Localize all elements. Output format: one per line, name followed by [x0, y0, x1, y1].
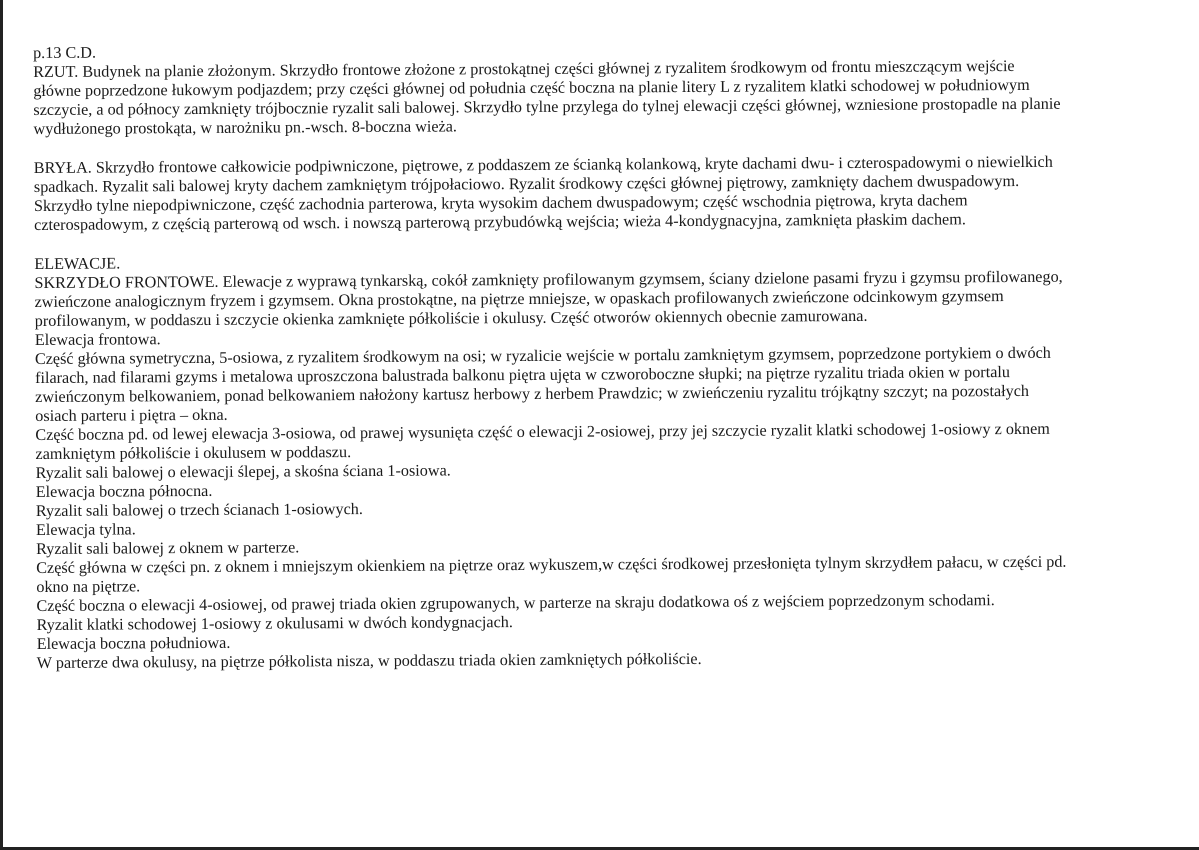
text-line: filarach, nad filarami gzyms i metalowa uproszczona balustrada balkonu piętra ujęta w czworoboczne słupki; na piętrze ryzalitu triada okien w portalu	[34, 363, 1010, 387]
text-line: Ryzalit sali balowej o trzech ścianach 1-osiowych.	[35, 499, 363, 520]
text-line: szczycie, a od północy zamknięty trójbocznie ryzalit sali balowej. Skrzydło tylne przylega do tylnej elewacji części głównej, wzniesione prostopadle na planie	[33, 94, 1061, 119]
text-line: BRYŁA. Skrzydło frontowe całkowicie podpiwniczone, piętrowe, z poddaszem ze ścianką kolankową, kryte dachami dwu- i czterospadowymi o niewielkich	[33, 152, 1053, 177]
section-elewacje	[34, 248, 1177, 673]
text-line: Ryzalit sali balowej z oknem w parterze.	[36, 538, 300, 558]
text-line: Skrzydło tylne niepodpiwniczone, część zachodnia parterowa, kryta wysokim dachem dwuspadowym; część wschodnia piętrowa, kryta dachem	[33, 191, 968, 215]
subheading: Elewacja boczna południowa.	[36, 633, 231, 653]
text-line: Ryzalit klatki schodowej 1-osiowy z okulusami w dwóch kondygnacjach.	[36, 613, 513, 634]
text-line: zamkniętym półkoliście i okulusem w poddaszu.	[35, 443, 352, 463]
subheading: Elewacja tylna.	[35, 520, 136, 539]
text-line: okno na piętrze.	[36, 577, 141, 596]
text-line: RZUT. Budynek na planie złożonym. Skrzydło frontowe złożone z prostokątnej części głównej z ryzalitem środkowym od frontu mieszczącym wejście	[33, 57, 1015, 81]
text-line: Część boczna pd. od lewej elewacja 3-osiowa, od prawej wysunięta część o elewacji 2-osiowej, przy jej szczycie ryzalit klatki schodowej 1-osiowy z oknem	[35, 419, 1050, 444]
text-line: Część boczna o elewacji 4-osiowej, od prawej triada okien zgrupowanych, w parterze na skraju dodatkowa oś z wejściem poprzedzonym schodami.	[36, 591, 995, 615]
subheading: Elewacja boczna północna.	[35, 481, 213, 501]
text-line: profilowanym, w poddaszu i szczycie okienka zamknięte półkoliście i okulusy. Część otworów okiennych obecnie zamurowana.	[34, 306, 868, 330]
text-line: Część główna symetryczna, 5-osiowa, z ryzalitem środkowym na osi; w ryzalicie wejście w portalu zamkniętym gzymsem, poprzedzone portykiem o dwóch	[34, 343, 1051, 368]
text-line: zwieńczonym belkowaniem, ponad belkowaniem nałożony kartusz herbowy z herbem Prawdzic; w zwieńczeniu ryzalitu trójkątny szczyt; na pozostałych	[35, 381, 1030, 406]
section-rzut	[33, 56, 1173, 139]
subheading: Elewacja frontowa.	[34, 330, 161, 349]
section-bryla	[34, 152, 1174, 235]
text-line: Część główna w części pn. z oknem i mniejszym okienkiem na piętrze oraz wykuszem,w części środkowej przesłonięta tylnym skrzydłem pałacu, w części pd.	[36, 552, 1067, 577]
text-line: główne poprzedzone łukowym podjazdem; przy części głównej od południa część boczna na planie litery L z ryzalitem klatki schodowej w południowym	[33, 75, 1030, 100]
text-line: zwieńczone analogicznym fryzem i gzymsem. Okna prostokątne, na piętrze mniejsze, w opaskach profilowanych zwieńczone odcinkowym gzymsem	[34, 287, 1004, 311]
document-body	[33, 37, 1177, 673]
text-line: czterospadowym, z częścią parterową od wsch. i nowszą parterową przybudówką wejścia; wieża 4-kondygnacyjna, zamknięta płaskim dachem.	[34, 210, 966, 234]
text-line: wydłużonego prostokąta, w narożniku pn.-wsch. 8-boczna wieża.	[33, 117, 458, 138]
section-heading: ELEWACJE.	[34, 254, 121, 273]
text-line: SKRZYDŁO FRONTOWE. Elewacje z wyprawą tynkarską, cokół zamknięty profilowanym gzymsem, ściany dzielone pasami fryzu i gzymsu profilowanego,	[34, 267, 1063, 292]
page-header: p.13 C.D.	[33, 43, 97, 62]
text-line: spadkach. Ryzalit sali balowej kryty dachem zamkniętym trójpołaciowo. Ryzalit środkowy części głównej piętrowy, zamknięty dachem dwuspadowym.	[33, 171, 1020, 196]
text-line: W parterze dwa okulusy, na piętrze półkolista nisza, w poddaszu triada okien zamkniętych półkoliście.	[36, 649, 702, 672]
text-line: Ryzalit sali balowej o elewacji ślepej, a skośna ściana 1-osiowa.	[35, 461, 451, 482]
text-line: osiach parteru i piętra – okna.	[35, 405, 228, 425]
